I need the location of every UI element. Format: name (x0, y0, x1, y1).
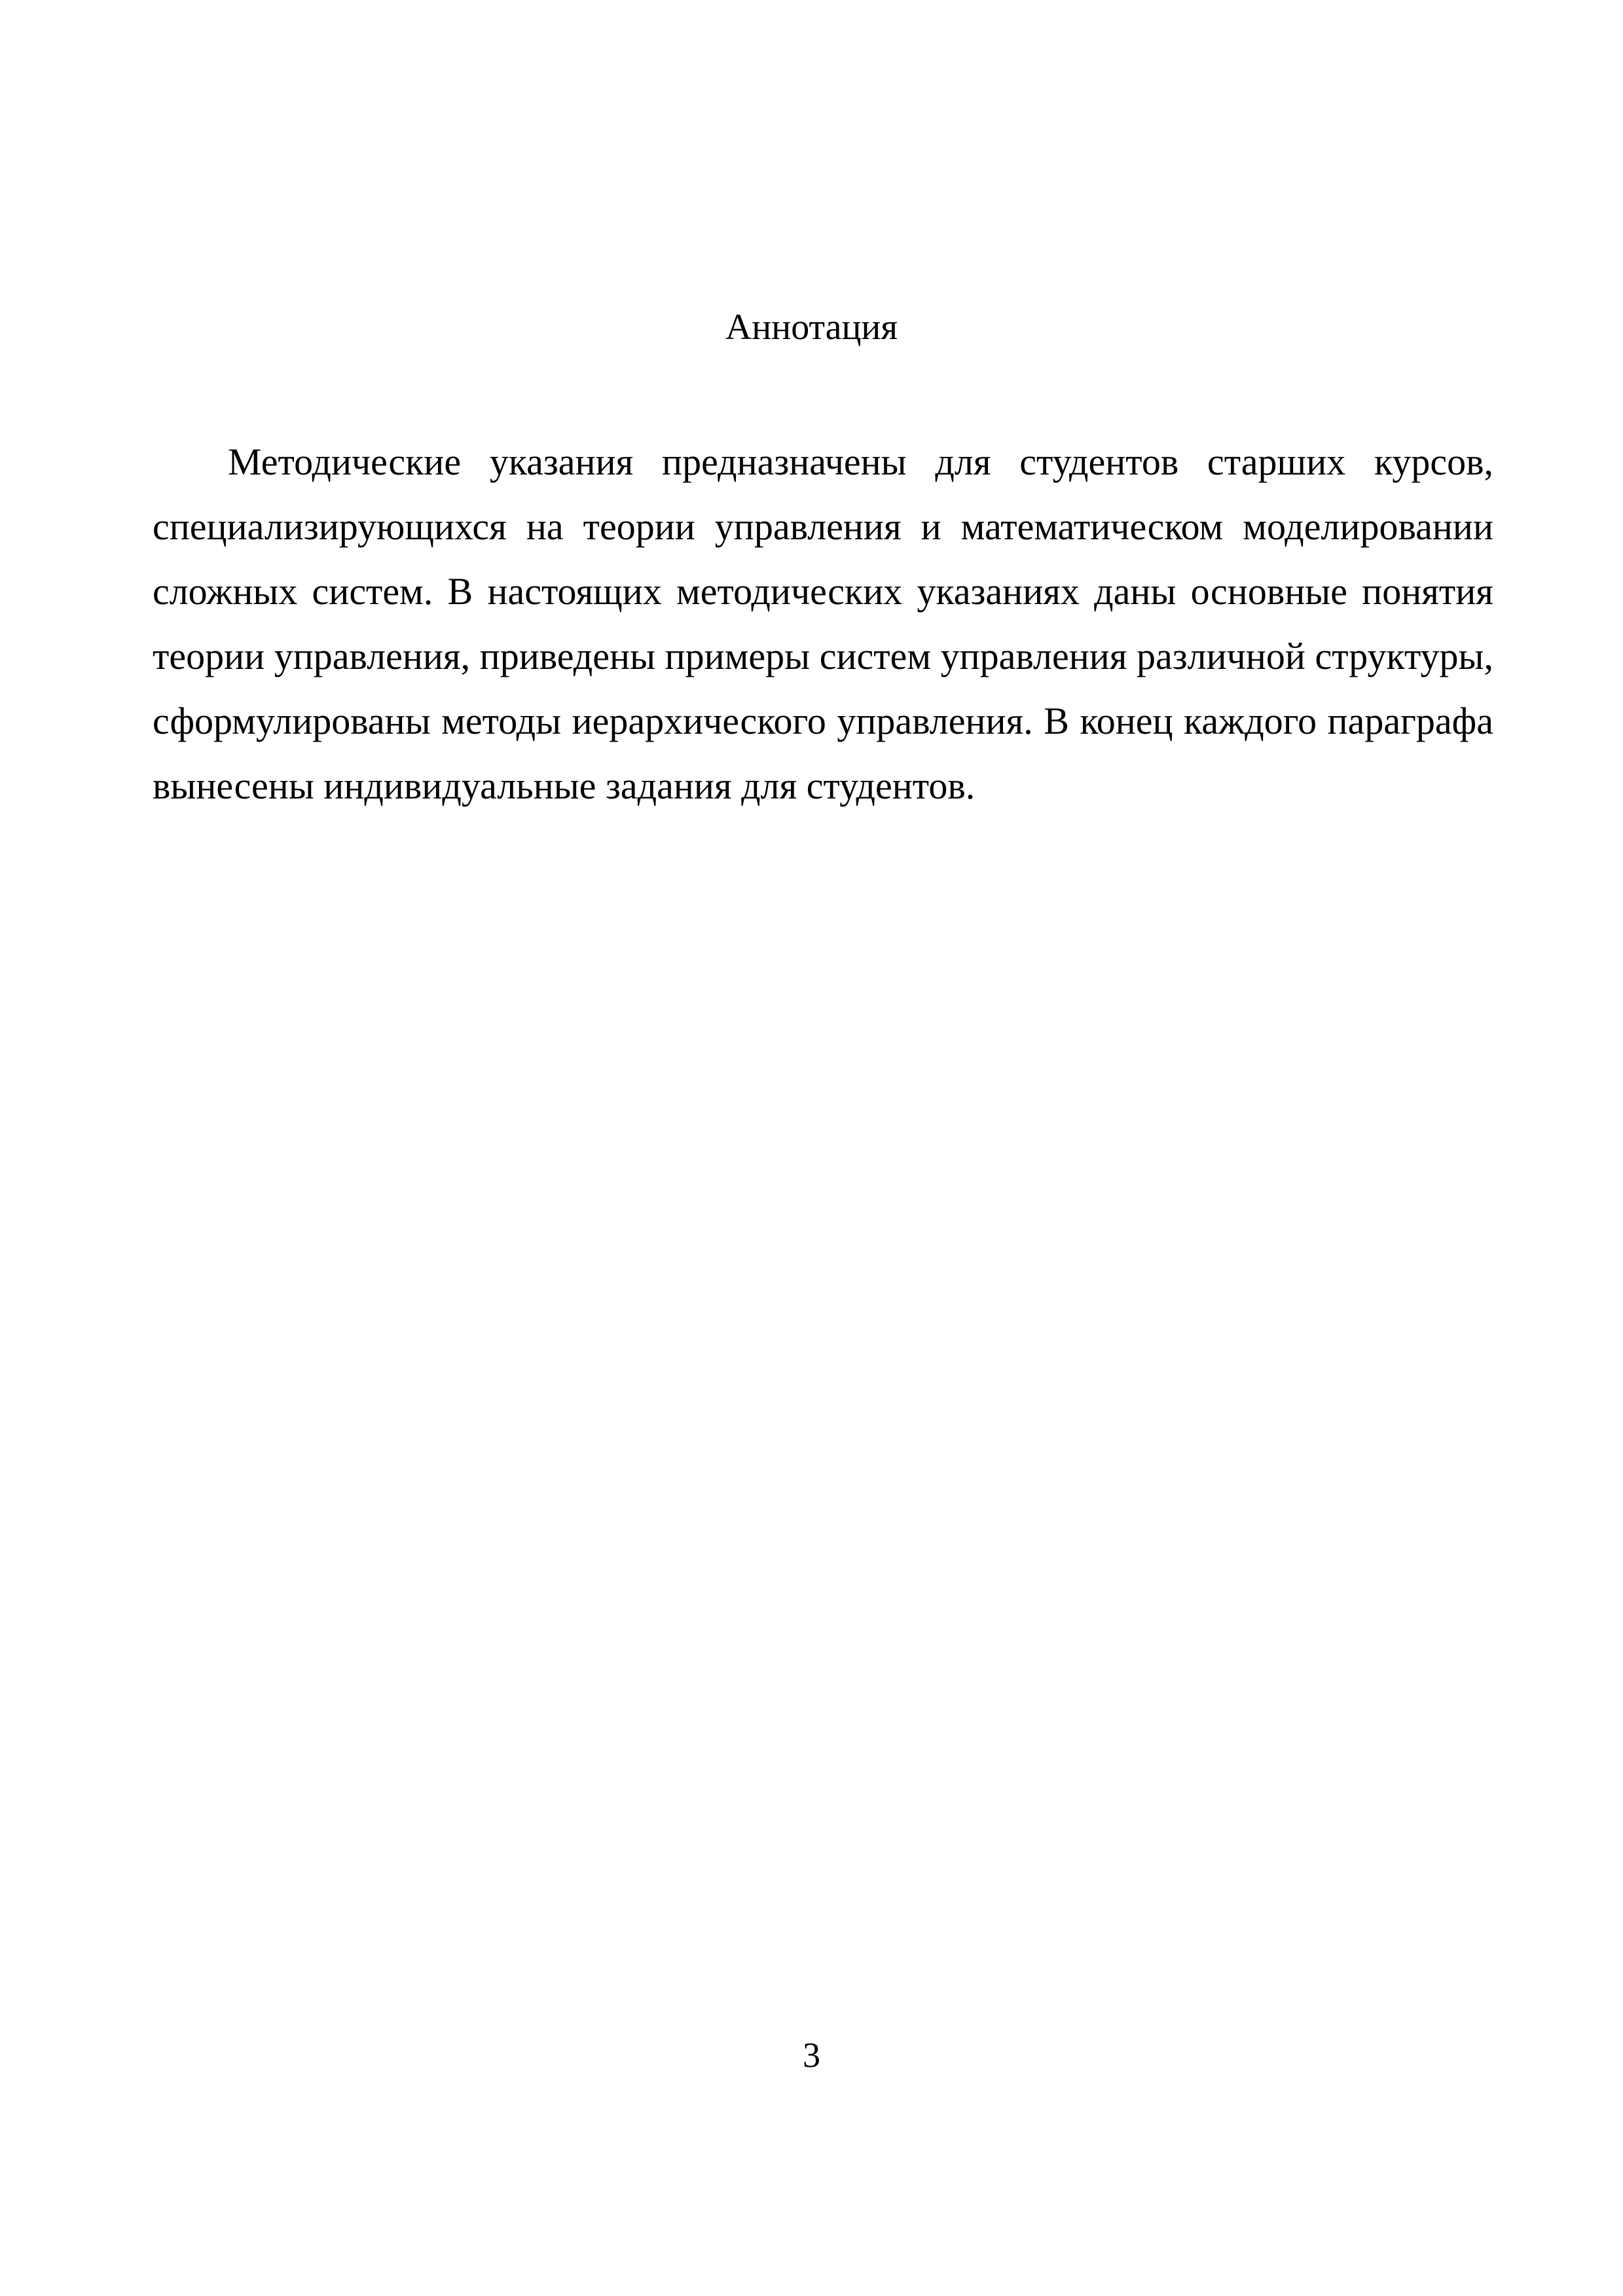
page-number: 3 (803, 2036, 820, 2075)
annotation-paragraph: Методические указания предназначены для студентов старших курсов, специализирующихся на теории управления и математическом моделировании сложных систем. В настоящих методических указаниях даны основные понятия теории управления, приведены примеры систем управления различной структуры, сформулированы методы иерархического управления. В конец каждого параграфа вынесены индивидуальные задания для студентов. (153, 440, 1493, 807)
page-title: Аннотация (725, 307, 898, 348)
